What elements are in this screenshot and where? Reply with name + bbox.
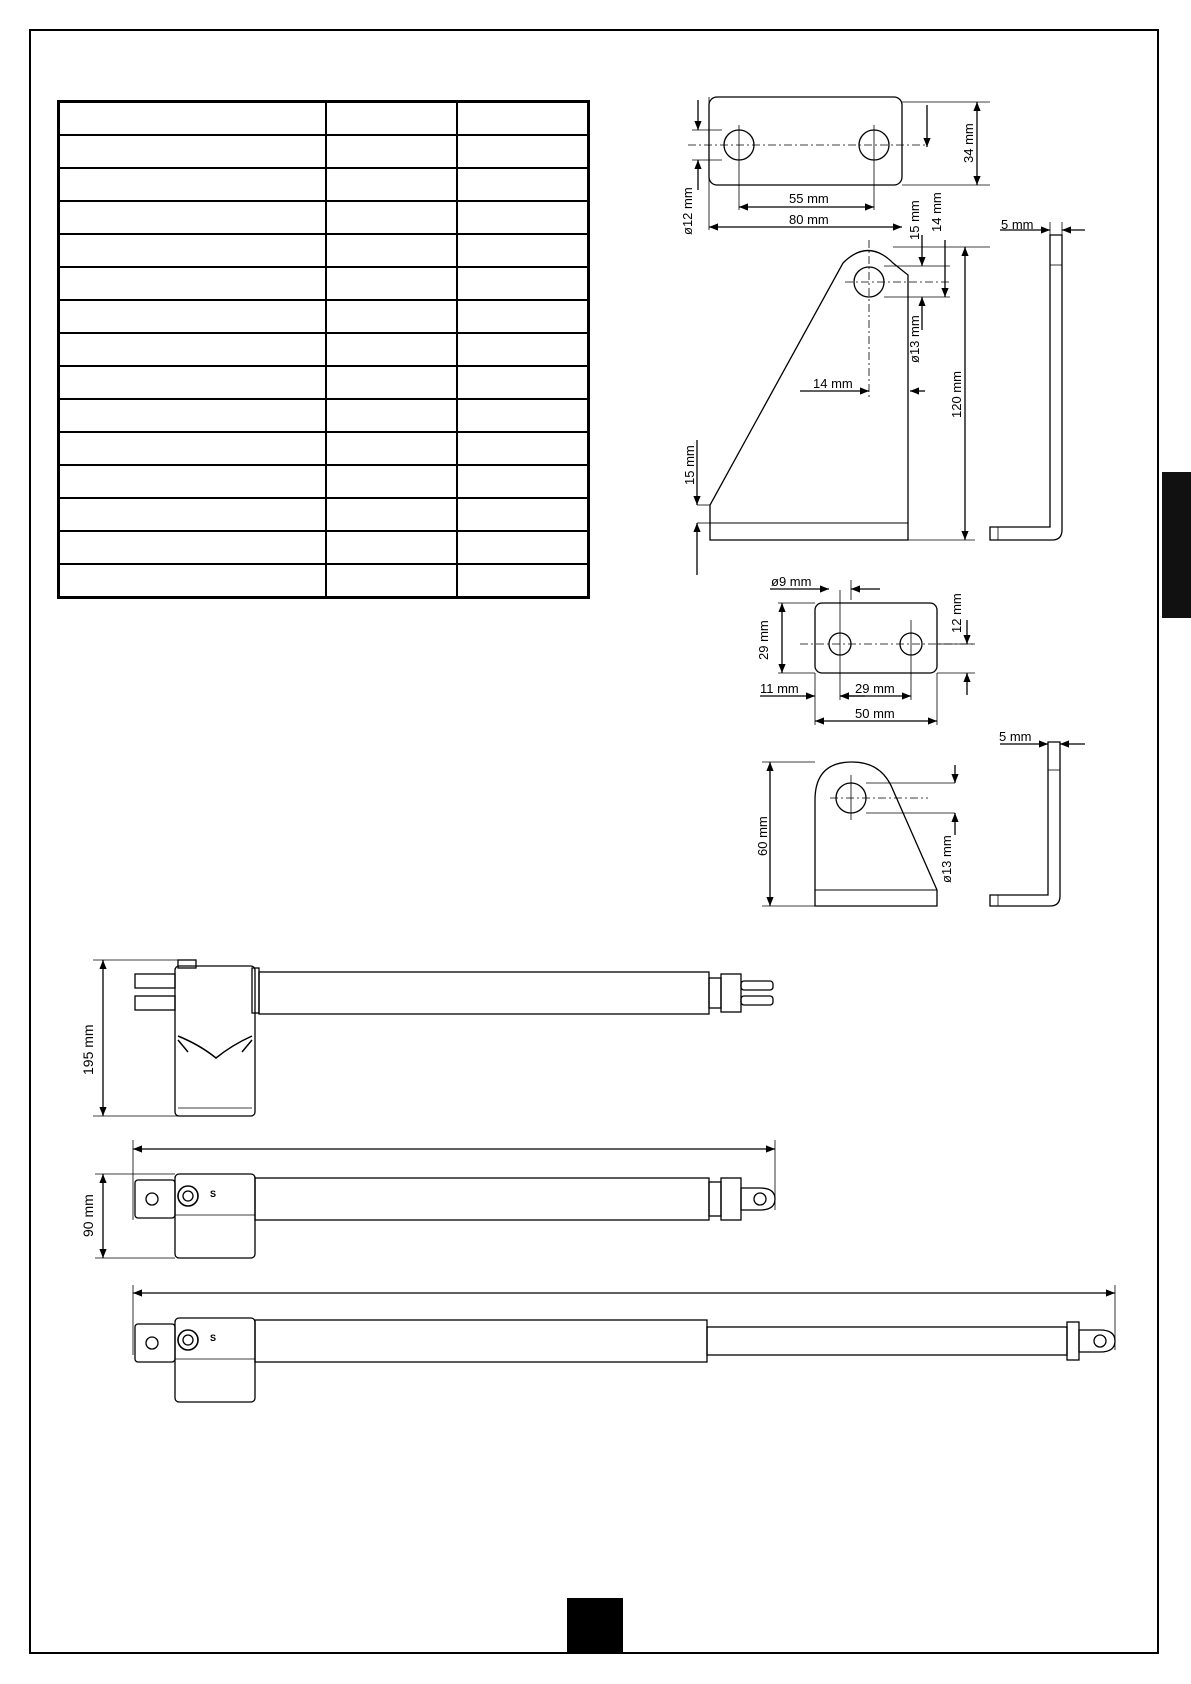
small-plate-left-offset: 11 mm: [760, 681, 799, 696]
actuator-side-retracted: [95, 1140, 775, 1258]
small-plate-drawing: [760, 580, 975, 725]
outer-tube: [259, 972, 709, 1014]
front-bracket-hole-inset: 14 mm: [813, 376, 853, 391]
rod-eye-extended: [1079, 1330, 1115, 1352]
rear-bracket-width: 80 mm: [789, 212, 829, 227]
small-plate-hole-spacing: 29 mm: [855, 681, 895, 696]
front-fork-upper: [741, 981, 773, 990]
rear-bracket-plate: [709, 97, 902, 185]
rear-fork-upper: [135, 974, 175, 988]
small-bracket-thickness: 5 mm: [999, 729, 1032, 744]
rear-bracket-height: 34 mm: [961, 123, 976, 163]
actuator-side-extended: [133, 1285, 1115, 1402]
front-fork-lower: [741, 996, 773, 1005]
actuator-top-view: [93, 960, 773, 1116]
tube-end-cap: [709, 978, 721, 1008]
outer-tube-extended: [255, 1320, 707, 1362]
front-bracket-hole-dia: ø13 mm: [907, 315, 922, 363]
actuator-side-height: 90 mm: [80, 1194, 96, 1237]
front-bracket-hole-offset: 14 mm: [929, 192, 944, 232]
outer-tube-side: [255, 1178, 709, 1220]
front-bracket-edge: [990, 235, 1062, 540]
rear-bracket-hole-dia: ø12 mm: [680, 187, 695, 235]
actuator-s-label-extended: S: [210, 1333, 217, 1343]
small-bracket-edge: [990, 742, 1060, 906]
actuator-top-height: 195 mm: [80, 1024, 96, 1075]
rear-clevis: [135, 1180, 175, 1218]
actuator-s-label: S: [210, 1189, 217, 1199]
inner-rod-extended: [707, 1327, 1067, 1355]
rear-bracket-drawing: [688, 97, 990, 230]
front-bracket-drawing: [697, 222, 1085, 575]
small-plate-width: 50 mm: [855, 706, 895, 721]
front-bracket-height: 120 mm: [949, 371, 964, 418]
small-plate-hole-edge: 12 mm: [949, 593, 964, 633]
front-bracket-thickness: 5 mm: [1001, 217, 1034, 232]
small-plate: [815, 603, 937, 673]
small-bracket-plate: [815, 762, 937, 906]
small-plate-hole-dia: ø9 mm: [771, 574, 812, 589]
small-bracket-hole-dia: ø13 mm: [939, 835, 954, 883]
front-bracket-top-offset: 15 mm: [907, 200, 922, 240]
rod-eye: [741, 1188, 775, 1210]
rear-fork-lower: [135, 996, 175, 1010]
rear-clevis-extended: [135, 1324, 175, 1362]
front-bracket-base-height: 15 mm: [682, 445, 697, 485]
small-bracket-drawing: [762, 742, 1085, 906]
small-bracket-height: 60 mm: [755, 816, 770, 856]
small-plate-height: 29 mm: [756, 620, 771, 660]
rear-bracket-hole-spacing: 55 mm: [789, 191, 829, 206]
